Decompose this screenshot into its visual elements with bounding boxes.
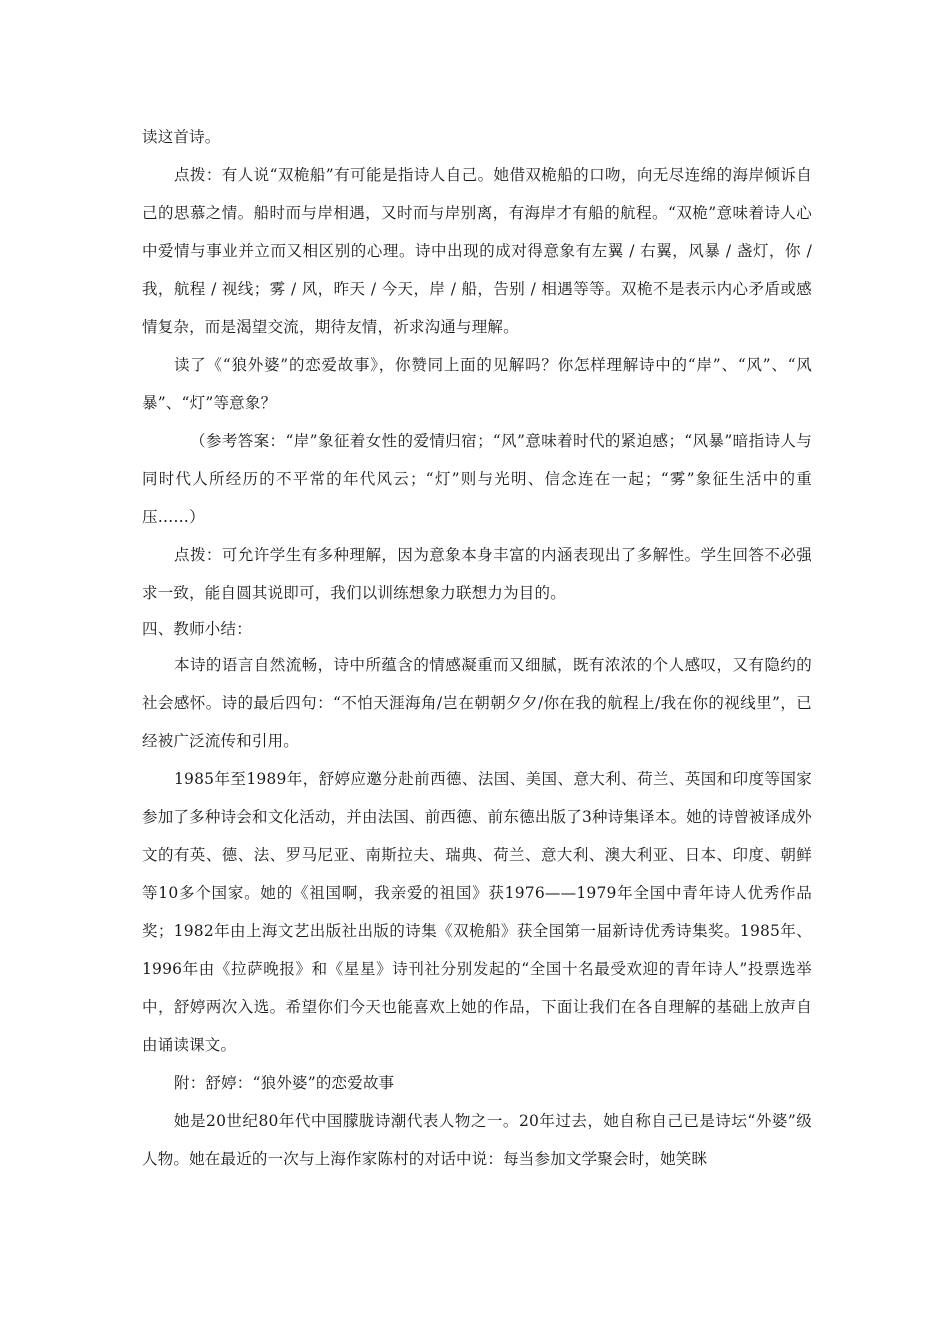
paragraph-question: 读了《“狼外婆”的恋爱故事》，你赞同上面的见解吗？你怎样理解诗中的“岸”、“风”、“风暴”、“灯”等意象？: [142, 356, 812, 412]
appendix-title: 附：舒婷：“狼外婆”的恋爱故事: [174, 1074, 395, 1092]
paragraph-hint-double-mast: 点拨：有人说“双桅船”有可能是指诗人自己。她借双桅船的口吻，向无尽连绵的海岸倾诉自己的思慕之情。船时而与岸相遇，又时而与岸别离，有海岸才有船的航程。“双桅”意味着诗人心中爱情与事业并立而又相区别的心理。诗中出现的成对得意象有左翼 / 右翼，风暴 / 盏灯，你 / 我，航程 / 视线；雾 / 风，昨天 / 今天，岸 / 船，告别 / 相遇等等。双桅不是表示内心矛盾或感情复杂，而是渴望交流，期待友情，祈求沟通与理解。: [142, 166, 812, 336]
paragraph-summary: 本诗的语言自然流畅，诗中所蕴含的情感凝重而又细腻，既有浓浓的个人感叹，又有隐约的社会感怀。诗的最后四句：“不怕天涯海角/岂在朝朝夕夕/你在我的航程上/我在你的视线里”，已经被广泛流传和引用。: [142, 656, 812, 750]
paragraph-biography: 1985年至1989年，舒婷应邀分赴前西德、法国、美国、意大利、荷兰、英国和印度等国家参加了多种诗会和文化活动，并由法国、前西德、前东德出版了3种诗集译本。她的诗曾被译成外文的有英、德、法、罗马尼亚、南斯拉夫、瑞典、荷兰、意大利、澳大利亚、日本、印度、朝鲜等10多个国家。她的《祖国啊，我亲爱的祖国》获1976——1979年全国中青年诗人优秀作品奖；1982年由上海文艺出版社出版的诗集《双桅船》获全国第一届新诗优秀诗集奖。1985年、1996年由《拉萨晚报》和《星星》诗刊社分别发起的“全国十名最受欢迎的青年诗人”投票选举中，舒婷两次入选。希望你们今天也能喜欢上她的作品，下面让我们在各自理解的基础上放声自由诵读课文。: [142, 770, 812, 1054]
paragraph-reference-answer: （参考答案：“岸”象征着女性的爱情归宿；“风”意味着时代的紧迫感；“风暴”暗指诗人与同时代人所经历的不平常的年代风云；“灯”则与光明、信念连在一起；“雾”象征生活中的重压……）: [142, 432, 812, 526]
paragraph-continued: 读这首诗。: [142, 128, 221, 146]
document-page: [142, 118, 812, 1178]
section-heading-teacher-summary: 四、教师小结：: [142, 620, 252, 638]
paragraph-hint-interpretation: 点拨：可允许学生有多种理解，因为意象本身丰富的内涵表现出了多解性。学生回答不必强求一致，能自圆其说即可，我们以训练想象力联想力为目的。: [142, 546, 812, 602]
paragraph-appendix-body: 她是20世纪80年代中国朦胧诗潮代表人物之一。20年过去，她自称自己已是诗坛“外婆”级人物。她在最近的一次与上海作家陈村的对话中说：每当参加文学聚会时，她笑眯: [142, 1112, 812, 1168]
